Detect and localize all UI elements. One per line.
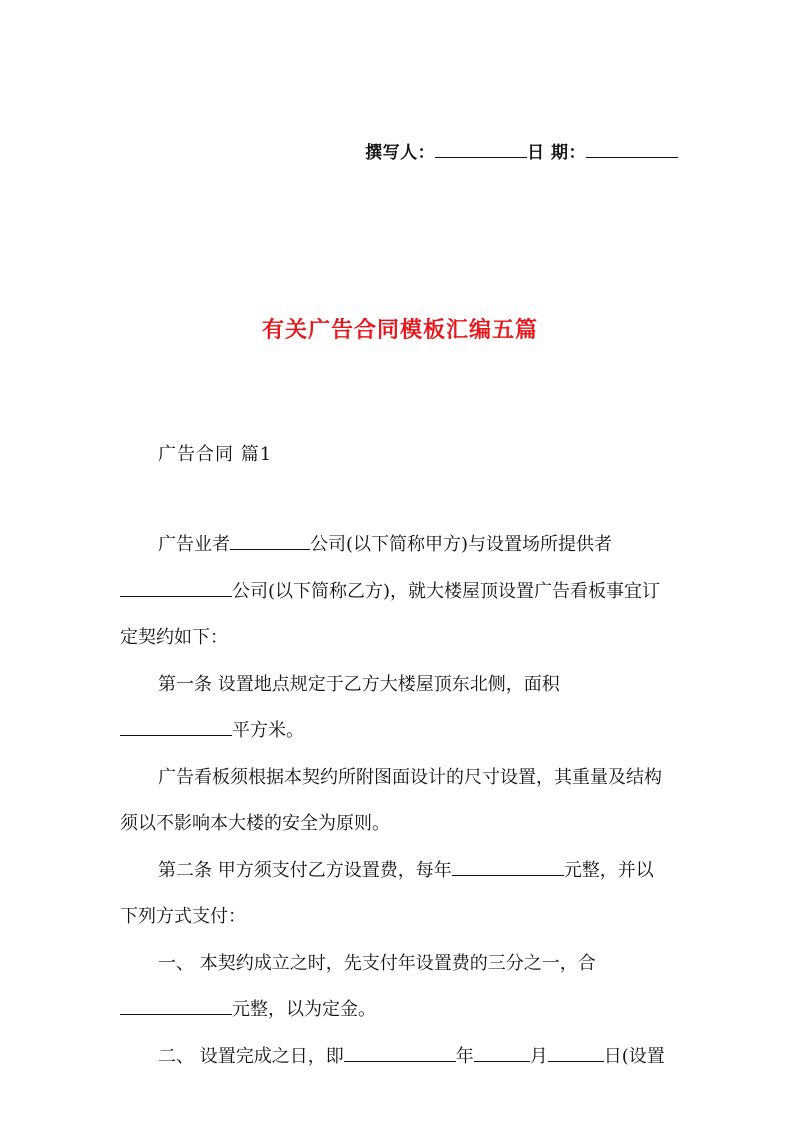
body-line-5 [120,708,682,755]
body-text-segment: 月 [529,1045,548,1067]
body-text-segment: 年 [455,1045,474,1067]
body-line-3: 定契约如下： [120,627,228,648]
fill-blank [230,531,310,550]
body-line-11 [120,987,682,1034]
fill-blank [452,857,564,876]
author-date-header [365,138,678,163]
body-line-9: 下列方式支付： [120,906,246,927]
fill-blank [344,1043,456,1062]
author-label: 撰写人： [365,143,436,163]
fill-blank [548,1043,604,1062]
body-text-segment: 公司(以下简称甲方)与设置场所提供者 [310,534,613,555]
date-blank [586,143,678,158]
body-text-segment: 二、 设置完成之日，即 [158,1045,344,1067]
body-text-segment: 元整，并以 [563,859,654,881]
body-text-segment: 元整，以为定金。 [232,999,376,1020]
body-line-10: 一、 本契约成立之时，先支付年设置费的三分之一，合 [158,952,596,974]
body-text-segment: 第二条 甲方须支付乙方设置费，每年 [158,859,452,881]
body-line-12 [120,1034,682,1081]
author-blank [435,143,527,158]
fill-blank [120,578,232,597]
document-title: 有关广告合同模板汇编五篇 [261,317,538,343]
date-label: 日 期： [527,143,586,163]
fill-blank [474,1043,530,1062]
contract-body [120,522,682,1080]
body-text-segment: 广告业者 [158,534,230,555]
body-line-7: 须以不影响本大楼的安全为原则。 [120,813,390,834]
fill-blank [120,717,232,736]
section-heading: 广告合同 篇1 [158,444,273,465]
body-line-8 [120,848,682,895]
body-text-segment: 平方米。 [232,720,304,741]
body-line-4: 第一条 设置地点规定于乙方大楼屋顶东北侧，面积 [158,673,560,695]
body-line-2 [120,569,682,616]
body-text-segment: 公司(以下简称乙方)，就大楼屋顶设置广告看板事宜订 [232,580,661,602]
fill-blank [120,996,232,1015]
body-line-6: 广告看板须根据本契约所附图面设计的尺寸设置，其重量及结构 [158,766,662,788]
body-line-1 [120,522,682,569]
body-text-segment: 日(设置 [603,1045,665,1067]
